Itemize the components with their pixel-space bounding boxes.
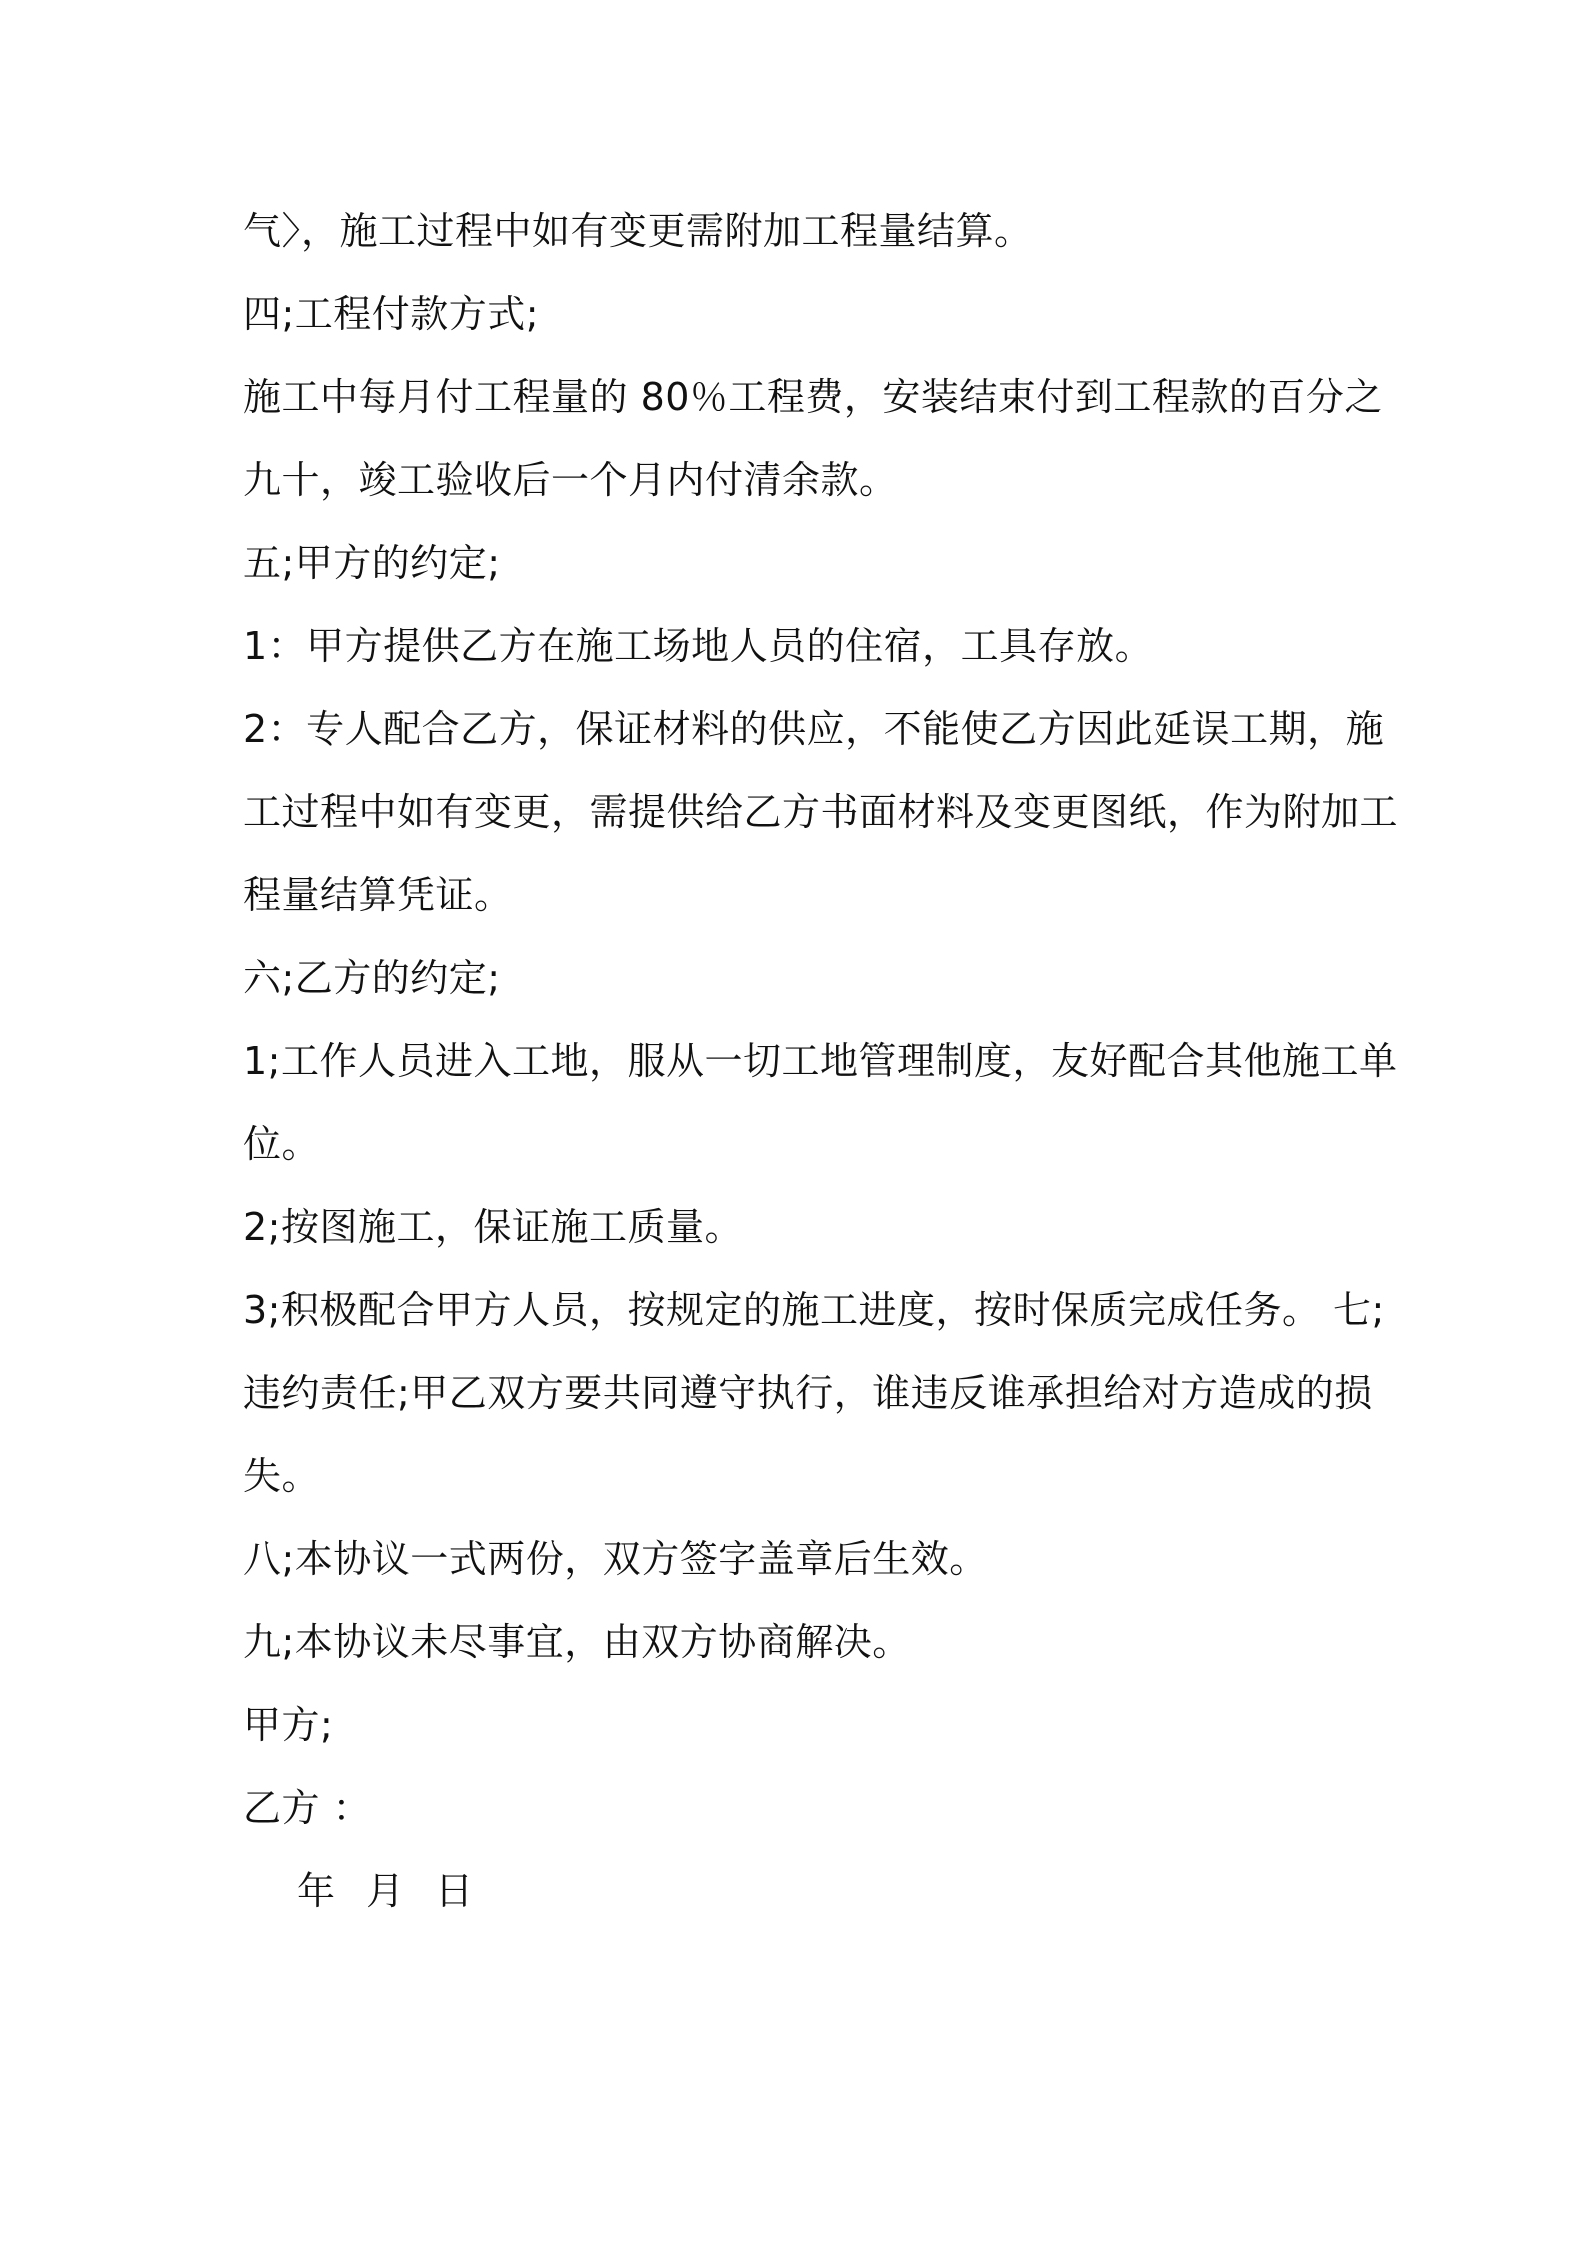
text-line: 违约责任;甲乙双方要共同遵守执行，谁违反谁承担给对方造成的损 bbox=[243, 1371, 1373, 1415]
text-line: 2：专人配合乙方，保证材料的供应，不能使乙方因此延误工期，施 bbox=[243, 707, 1385, 751]
date-line: 年 月 日 bbox=[297, 1869, 474, 1913]
section-heading: 九;本协议未尽事宜，由双方协商解决。 bbox=[243, 1620, 911, 1664]
text-line: 九十，竣工验收后一个月内付清余款。 bbox=[243, 458, 898, 502]
section-heading: 八;本协议一式两份，双方签字盖章后生效。 bbox=[243, 1537, 988, 1581]
party-a-signature-line: 甲方; bbox=[243, 1703, 334, 1747]
party-b-signature-line: 乙方 ： bbox=[243, 1786, 372, 1830]
text-line: 工过程中如有变更，需提供给乙方书面材料及变更图纸，作为附加工 bbox=[243, 790, 1399, 834]
text-line: 1;工作人员进入工地，服从一切工地管理制度，友好配合其他施工单 bbox=[243, 1039, 1398, 1083]
text-line: 施工中每月付工程量的 80％工程费，安装结束付到工程款的百分之 bbox=[243, 375, 1383, 419]
document-body bbox=[243, 196, 1399, 1939]
text-line: 气〉，施工过程中如有变更需附加工程量结算。 bbox=[243, 209, 1033, 253]
section-heading: 五;甲方的约定; bbox=[243, 541, 501, 585]
section-heading: 四;工程付款方式; bbox=[243, 292, 540, 336]
text-line: 位。 bbox=[243, 1122, 321, 1166]
text-line: 3;积极配合甲方人员，按规定的施工进度，按时保质完成任务。 七; bbox=[243, 1288, 1385, 1332]
section-heading: 六;乙方的约定; bbox=[243, 956, 501, 1000]
text-line: 1：甲方提供乙方在施工场地人员的住宿，工具存放。 bbox=[243, 624, 1154, 668]
text-line: 失。 bbox=[243, 1454, 321, 1498]
text-line: 程量结算凭证。 bbox=[243, 873, 513, 917]
text-line: 2;按图施工，保证施工质量。 bbox=[243, 1205, 743, 1249]
